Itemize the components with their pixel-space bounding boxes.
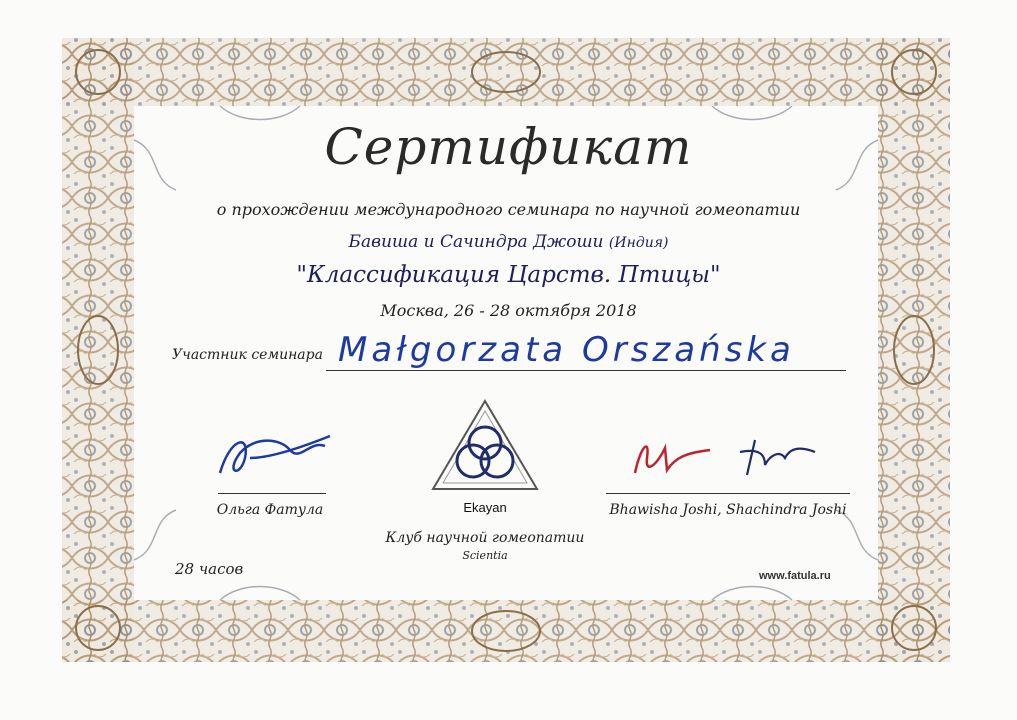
participant-label: Участник семинара xyxy=(172,347,323,363)
logo-label: Ekayan xyxy=(463,500,507,515)
certificate-subtitle: о прохождении международного семинара по научной гомеопатии xyxy=(216,200,801,219)
signatory-right-name: Bhawisha Joshi, Shachindra Joshi xyxy=(609,502,847,518)
seminar-title: "Классификация Царств. Птицы" xyxy=(296,262,721,288)
signature-right-2 xyxy=(735,430,825,480)
signature-right-line xyxy=(606,493,850,494)
club-subtitle: Scientia xyxy=(462,549,508,562)
signature-right-1 xyxy=(625,428,715,483)
signatory-left-name: Ольга Фатула xyxy=(216,502,324,518)
signature-left-line xyxy=(218,493,326,494)
signature-left xyxy=(210,428,340,488)
club-name: Клуб научной гомеопатии xyxy=(385,530,585,546)
instructors-names: Бавиша и Сачиндра Джоши xyxy=(348,232,604,252)
hours-count: 28 часов xyxy=(175,560,244,578)
ekayan-triangle-logo-icon xyxy=(425,395,545,495)
instructors-country: (Индия) xyxy=(608,235,669,251)
place-date: Москва, 26 - 28 октября 2018 xyxy=(380,301,637,320)
participant-name: Małgorzata Orszańska xyxy=(338,330,795,370)
website-url: www.fatula.ru xyxy=(759,570,831,582)
participant-underline xyxy=(326,370,846,371)
certificate-title: Сертификат xyxy=(324,118,693,176)
instructors-line xyxy=(0,232,1017,252)
